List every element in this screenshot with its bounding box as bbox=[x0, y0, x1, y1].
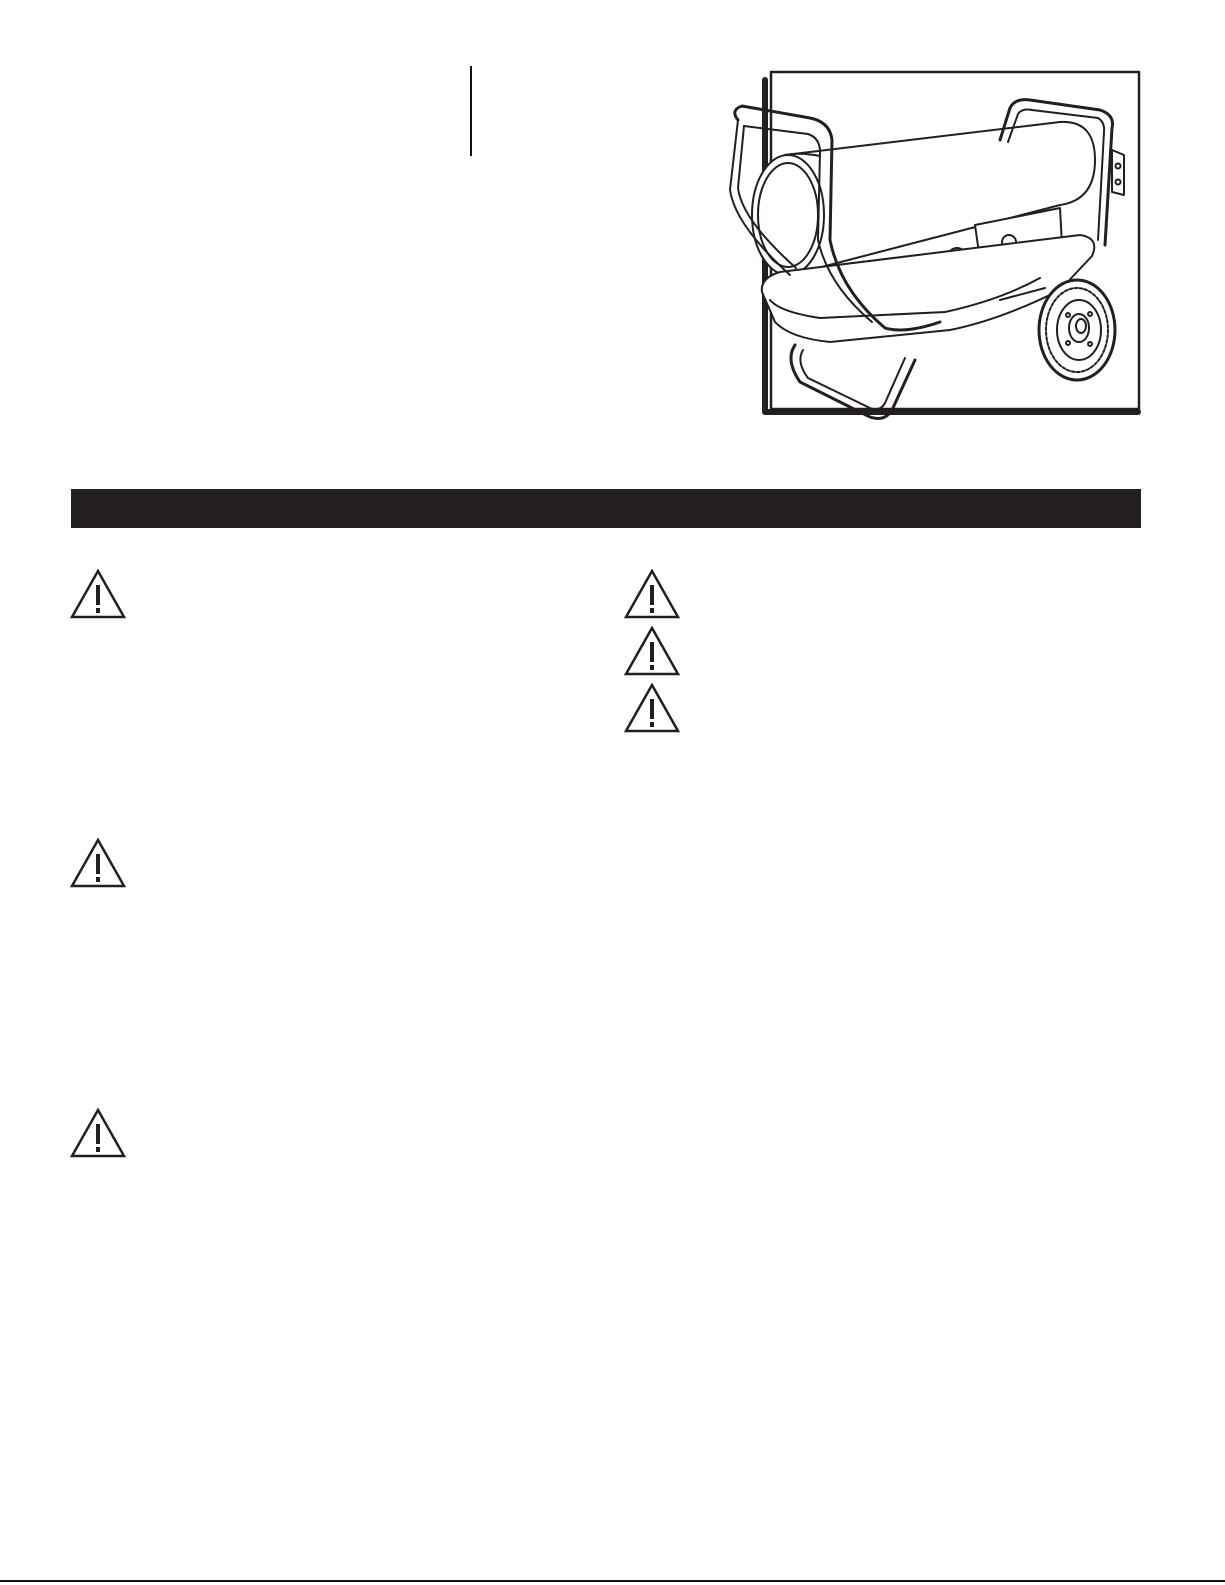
warning-triangle-icon bbox=[624, 626, 680, 676]
heater-illustration bbox=[700, 60, 1160, 435]
warning-triangle-icon bbox=[624, 569, 680, 619]
footer-rule bbox=[0, 1580, 1225, 1582]
section-heading-band bbox=[71, 489, 1141, 528]
warning-triangle-icon bbox=[70, 1108, 126, 1158]
warning-triangle-icon bbox=[70, 838, 126, 888]
warning-triangle-icon bbox=[624, 683, 680, 733]
header-divider bbox=[470, 66, 472, 156]
warning-triangle-icon bbox=[70, 569, 126, 619]
